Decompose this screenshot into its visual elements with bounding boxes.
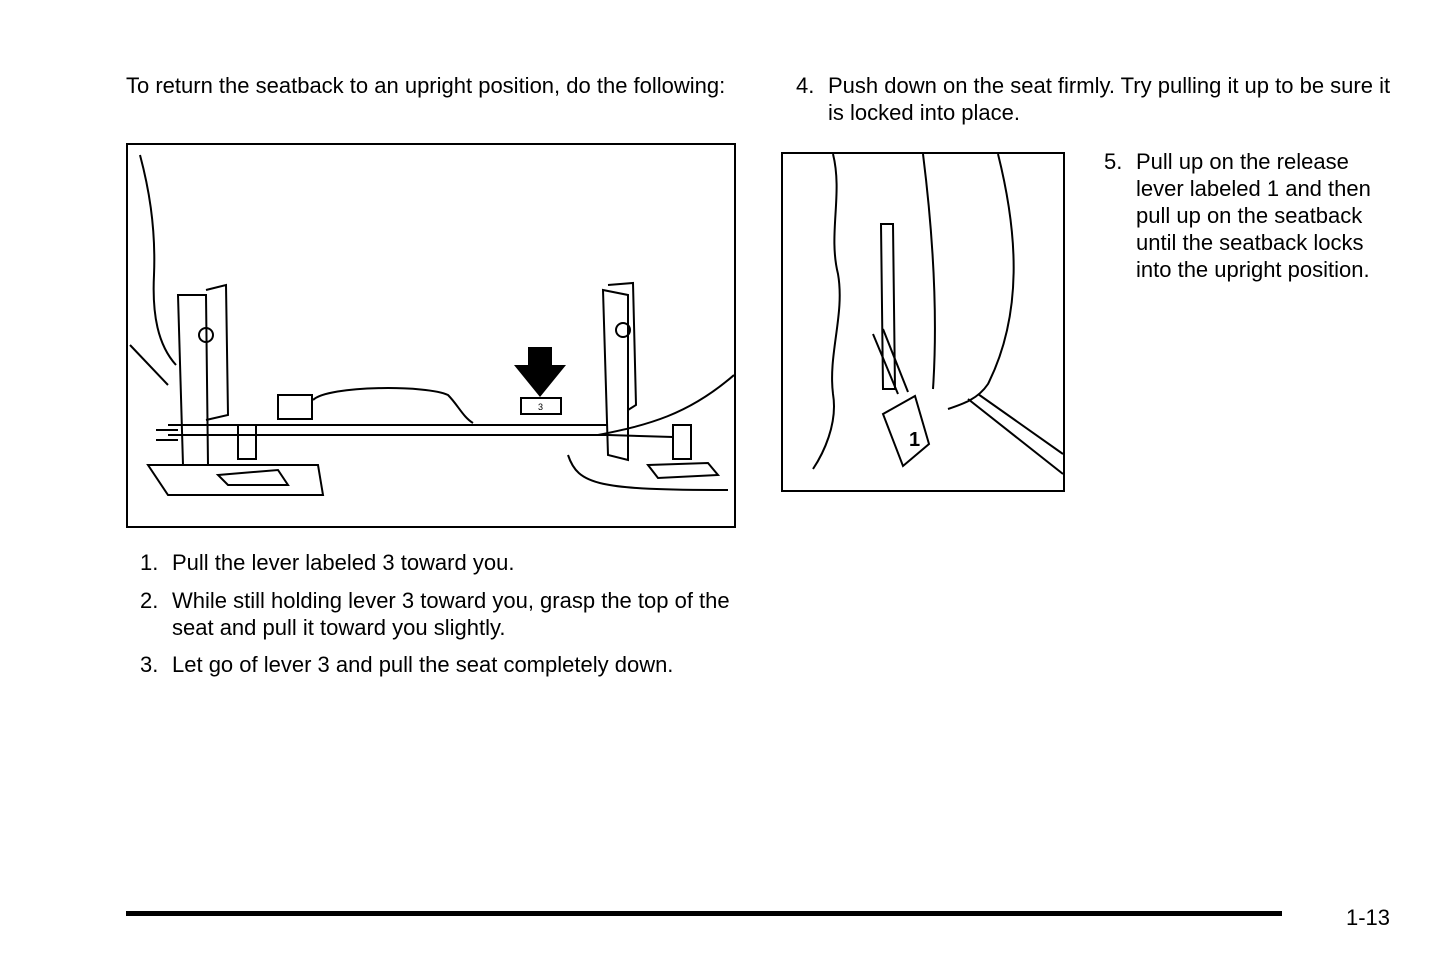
step-2-number: 2. [140,588,159,613]
step-1-number: 1. [140,550,159,575]
step-4-text: Push down on the seat firmly. Try pulling it up to be sure it is locked into place. [828,73,1391,125]
lever-1-label: 1 [909,429,921,451]
step-4-number: 4. [796,73,815,98]
seatback-lever-illustration [783,154,1063,490]
step-2-text: While still holding lever 3 toward you, grasp the top of the seat and pull it toward you slightly. [172,588,730,640]
step-5-number: 5. [1104,149,1123,174]
page-number: 1-13 [1346,905,1391,930]
step-1-text: Pull the lever labeled 3 toward you. [172,550,515,575]
seat-track-illustration [128,145,734,526]
lever-1-handle [883,396,929,466]
figure-seatback-lever [781,152,1065,492]
down-arrow-icon [514,347,566,397]
step-2 [140,587,740,641]
step-5-text: Pull up on the release lever labeled 1 and then pull up on the seatback until the seatback locks into the upright position. [1136,149,1371,282]
step-4 [796,72,1396,126]
lever-3-label: 3 [538,402,544,412]
footer-rule [126,911,1282,916]
step-1 [140,549,740,576]
step-3 [140,651,750,678]
step-3-text: Let go of lever 3 and pull the seat completely down. [172,652,674,677]
step-5 [1104,148,1394,310]
intro-text: To return the seatback to an upright position, do the following: [126,73,726,98]
figure-seat-track [126,143,736,528]
step-3-number: 3. [140,652,159,677]
